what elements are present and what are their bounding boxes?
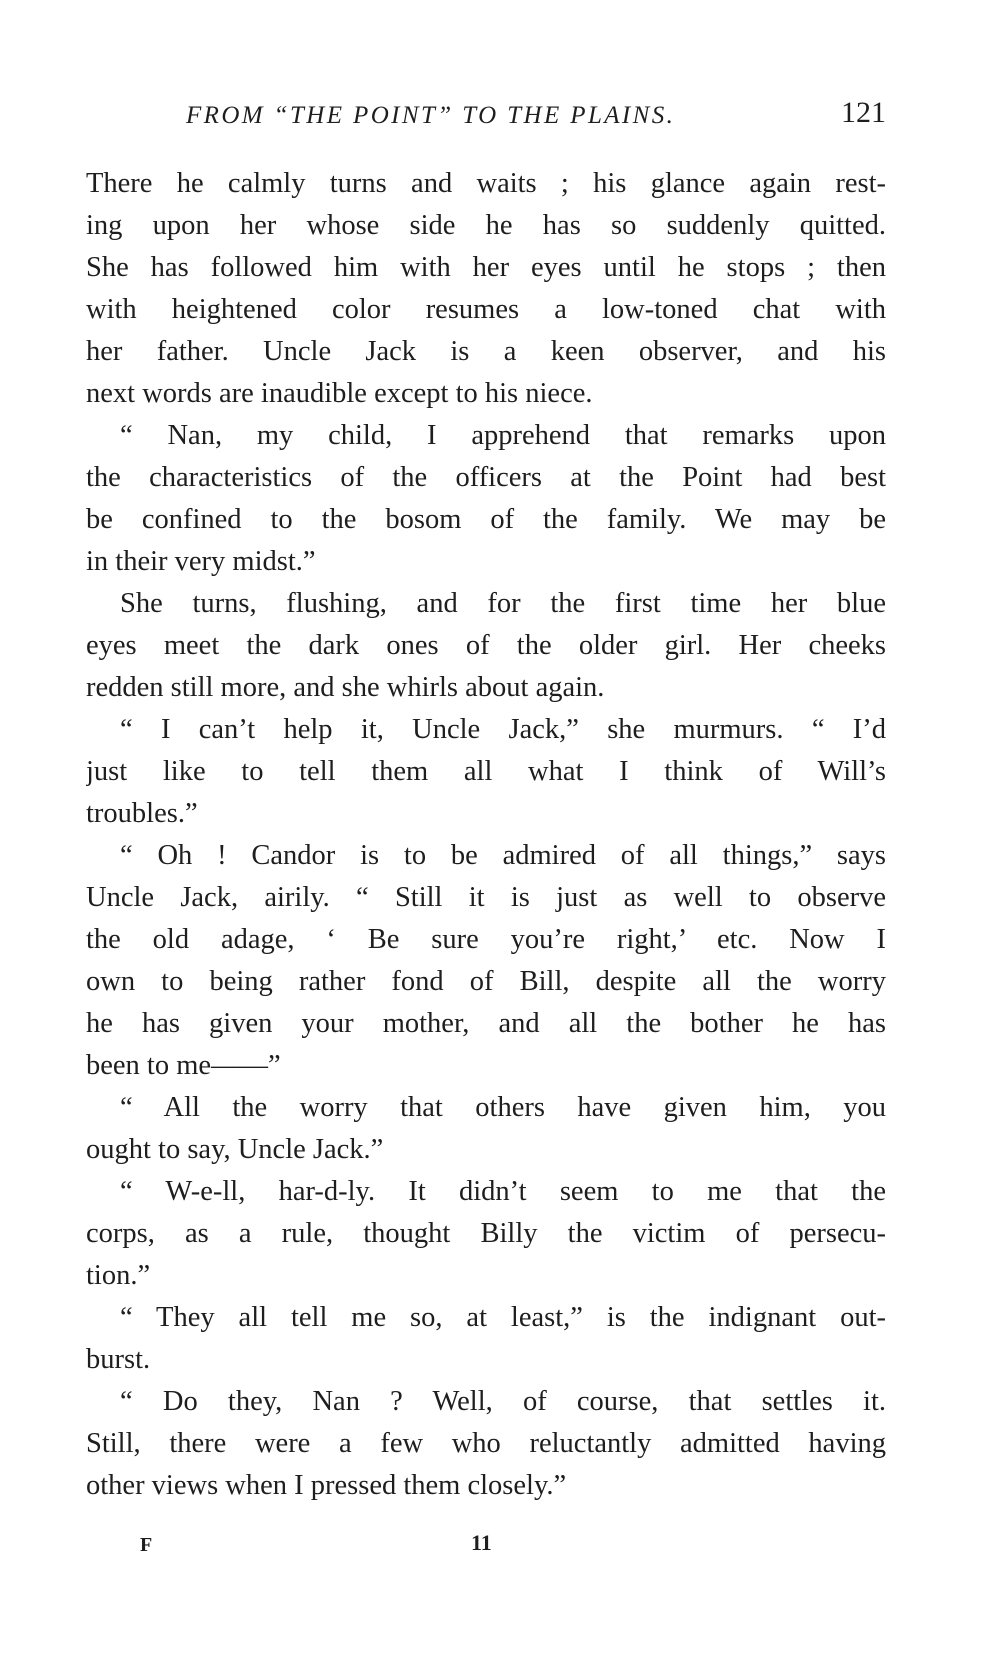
- text-line: “ Nan, my child, I apprehend that remarks upon: [120, 420, 886, 451]
- text-line: be confined to the bosom of the family. We may be: [86, 504, 886, 535]
- text-line: tion.”: [86, 1260, 151, 1291]
- text-line: been to me——”: [86, 1050, 281, 1081]
- text-line: She turns, flushing, and for the first time her blue: [120, 588, 886, 619]
- text-line: “ I can’t help it, Uncle Jack,” she murmurs. “ I’d: [120, 714, 886, 745]
- text-line: her father. Uncle Jack is a keen observer, and his: [86, 336, 886, 367]
- text-line: “ They all tell me so, at least,” is the indignant out-: [120, 1302, 886, 1333]
- text-line: own to being rather fond of Bill, despite all the worry: [86, 966, 886, 997]
- text-line: redden still more, and she whirls about again.: [86, 672, 605, 703]
- text-line: “ W-e-ll, har-d-ly. It didn’t seem to me that the: [120, 1176, 886, 1207]
- text-line: with heightened color resumes a low-toned chat with: [86, 294, 886, 325]
- text-line: ing upon her whose side he has so suddenly quitted.: [86, 210, 886, 241]
- text-line: the characteristics of the officers at the Point had best: [86, 462, 886, 493]
- text-line: There he calmly turns and waits ; his glance again rest-: [86, 168, 886, 199]
- text-line: “ All the worry that others have given him, you: [120, 1092, 886, 1123]
- text-line: “ Do they, Nan ? Well, of course, that settles it.: [120, 1386, 886, 1417]
- text-line: next words are inaudible except to his niece.: [86, 378, 593, 409]
- text-line: “ Oh ! Candor is to be admired of all things,” says: [120, 840, 886, 871]
- body-text: [86, 163, 886, 1507]
- text-line: Still, there were a few who reluctantly admitted having: [86, 1428, 886, 1459]
- running-head: [86, 96, 886, 140]
- text-line: eyes meet the dark ones of the older girl. Her cheeks: [86, 630, 886, 661]
- signature-number: 11: [471, 1530, 492, 1555]
- text-line: just like to tell them all what I think of Will’s: [86, 756, 886, 787]
- text-line: in their very midst.”: [86, 546, 316, 577]
- text-line: he has given your mother, and all the bother he has: [86, 1008, 886, 1039]
- text-line: the old adage, ‘ Be sure you’re right,’ etc. Now I: [86, 924, 886, 955]
- page-number: 121: [841, 96, 886, 129]
- running-title: FROM “THE POINT” TO THE PLAINS.: [186, 102, 676, 129]
- text-line: ought to say, Uncle Jack.”: [86, 1134, 384, 1165]
- text-line: She has followed him with her eyes until he stops ; then: [86, 252, 886, 283]
- text-line: burst.: [86, 1344, 151, 1375]
- text-line: other views when I pressed them closely.”: [86, 1470, 567, 1501]
- text-line: troubles.”: [86, 798, 198, 829]
- text-line: corps, as a rule, thought Billy the victim of persecu-: [86, 1218, 886, 1249]
- text-line: Uncle Jack, airily. “ Still it is just as well to observe: [86, 882, 886, 913]
- page-footer: [86, 1530, 886, 1566]
- signature-mark: F: [140, 1534, 153, 1556]
